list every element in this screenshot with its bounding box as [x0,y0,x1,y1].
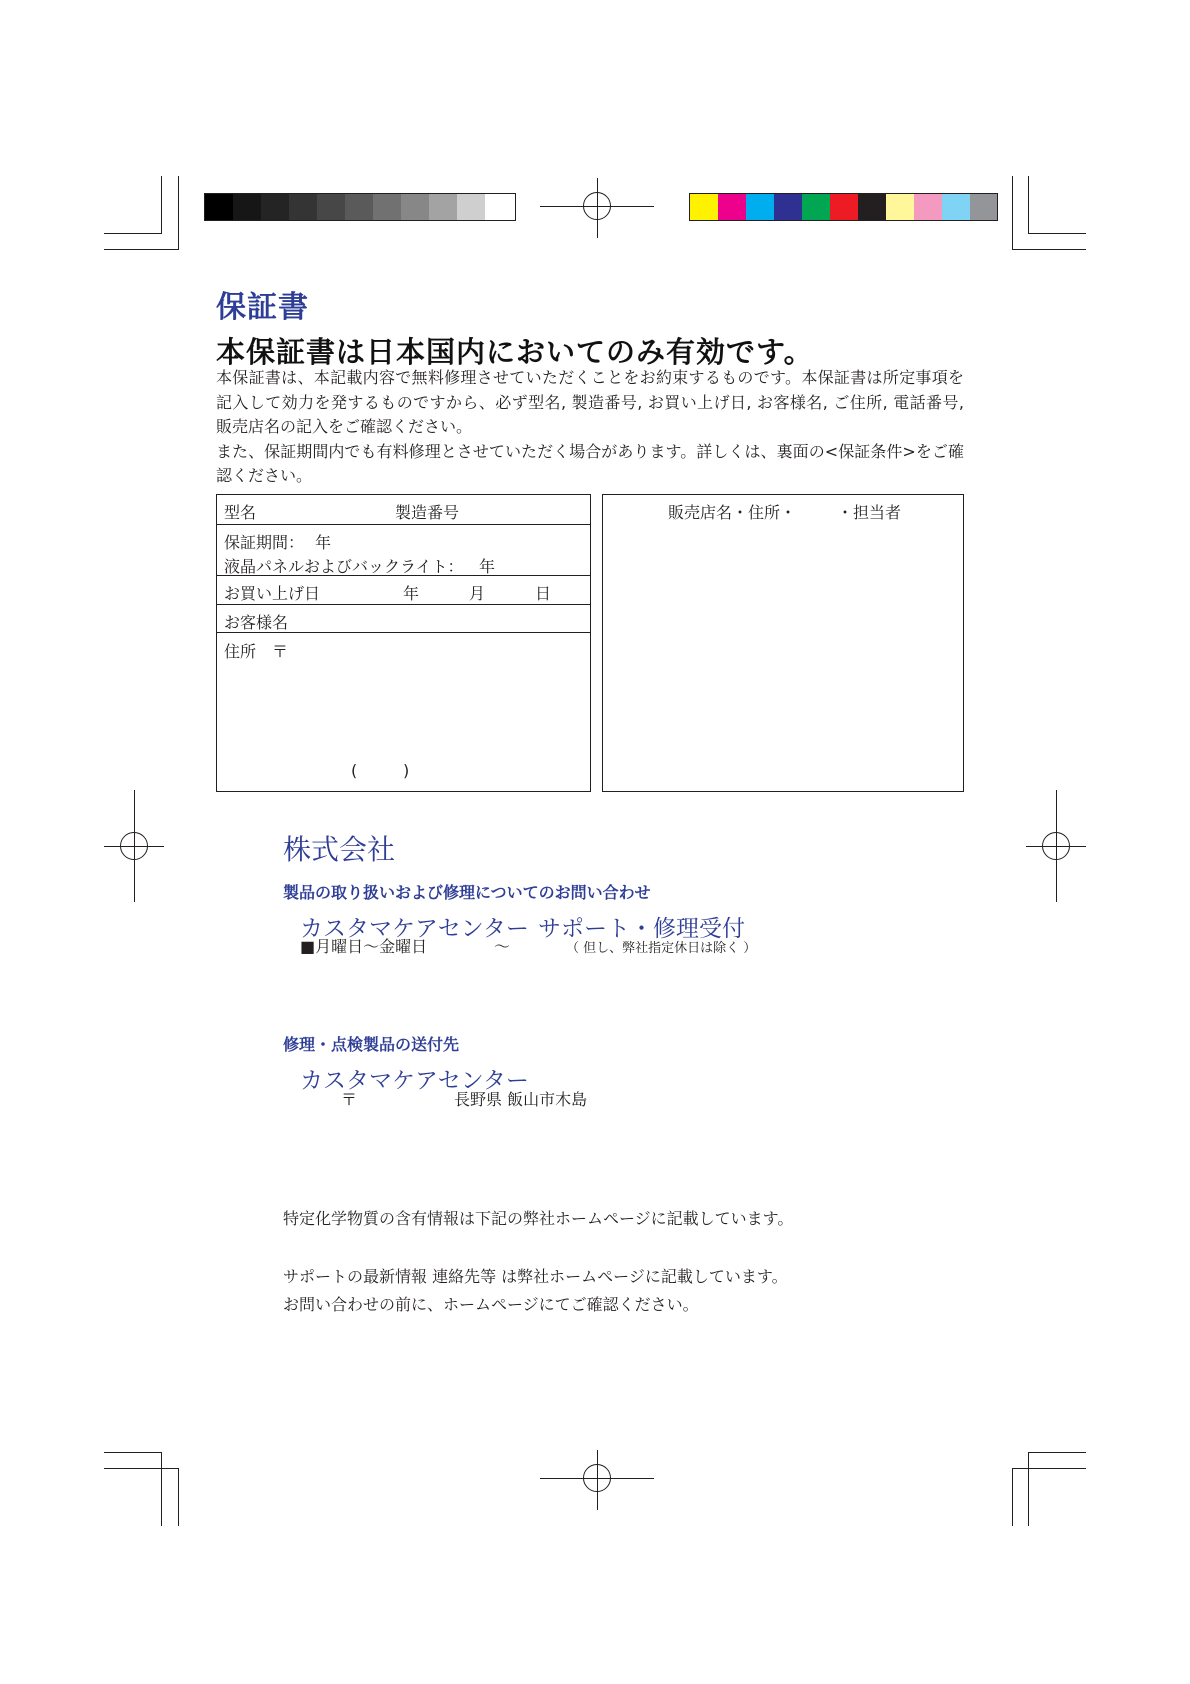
phone-close-paren: ) [403,761,410,780]
warranty-period-row [217,525,590,576]
postal-mark: 〒 [272,642,289,661]
purchase-month: 月 [469,584,486,603]
ship-heading: 修理・点検製品の送付先 [283,1035,460,1054]
center-name: カスタマケアセンター [300,916,529,942]
color-swatch [690,194,718,220]
color-swatch [970,194,997,220]
ship-center-name: カスタマケアセンター [300,1068,529,1094]
color-swatch [914,194,942,220]
serial-label: 製造番号 [395,503,460,522]
gray-swatch [485,194,515,220]
gray-swatch [401,194,429,220]
gray-swatch [261,194,289,220]
gray-swatch [289,194,317,220]
gray-swatch [317,194,345,220]
company-name: 株式会社 [283,833,396,866]
period-unit: 年 [315,533,332,552]
purchase-year: 年 [403,584,420,603]
customer-row [217,605,590,633]
staff-label: ・担当者 [837,503,902,522]
color-swatch [774,194,802,220]
purchase-label: お買い上げ日 [224,584,321,603]
phone-open-paren: ( [351,761,358,780]
color-swatch [858,194,886,220]
period-label: 保証期間： [224,533,305,552]
validity-notice: 本保証書は日本国内においてのみ有効です。 [216,335,814,369]
color-swatch [718,194,746,220]
gray-swatch [457,194,485,220]
address-label: 住所 [224,642,257,661]
color-swatch [942,194,970,220]
gray-swatch [345,194,373,220]
customer-label: お客様名 [224,613,289,632]
color-swatch [802,194,830,220]
warranty-intro [216,366,964,489]
registration-bottom-icon [540,1450,654,1510]
registration-right-icon [1026,790,1086,902]
intro-paragraph: 本保証書は、本記載内容で無料修理させていただくことをお約束するものです。本保証書は所定事項を記入して効力を発するものですから、必ず型名, 製造番号, お買い上げ日, お客様名, ご住所, 電話番号, 販売店名の記入をご確認ください。 [216,368,964,436]
color-swatch [830,194,858,220]
ship-address: 長野県 飯山市木島 [454,1090,588,1109]
gray-swatch [205,194,233,220]
purchase-day: 日 [535,584,552,603]
warranty-form [216,494,591,792]
gray-swatch [233,194,261,220]
hours-days: ■月曜日〜金曜日 [300,937,428,956]
gray-swatch [429,194,457,220]
support-text-line1: サポートの最新情報 連絡先等 は弊社ホームページに記載しています。 [283,1267,788,1286]
gray-swatch [373,194,401,220]
chem-info-text: 特定化学物質の含有情報は下記の弊社ホームページに記載しています。 [283,1209,794,1228]
model-serial-row [217,495,590,525]
shop-label: 販売店名・住所・ [668,503,797,522]
color-swatch [746,194,774,220]
purchase-date-row [217,576,590,605]
color-swatch [886,194,914,220]
address-row [217,633,590,791]
ship-postal-mark: 〒 [341,1090,358,1109]
model-label: 型名 [224,503,257,522]
hours-tilde: 〜 [494,937,511,956]
panel-unit: 年 [479,557,496,576]
shop-box [602,494,964,792]
hours-note: （ 但し、弊社指定休日は除く ） [566,941,757,956]
inquiry-heading: 製品の取り扱いおよび修理についてのお問い合わせ [283,883,651,902]
registration-top-icon [540,178,654,238]
center-desk: サポート・修理受付 [538,916,745,942]
support-text-line2: お問い合わせの前に、ホームページにてご確認ください。 [283,1295,699,1314]
intro-paragraph: また、保証期間内でも有料修理とさせていただく場合があります。詳しくは、裏面の<保証条件>をご確認ください。 [216,441,964,485]
warranty-title: 保証書 [216,290,309,325]
registration-left-icon [104,790,164,902]
panel-label: 液晶パネルおよびバックライト： [224,557,464,576]
